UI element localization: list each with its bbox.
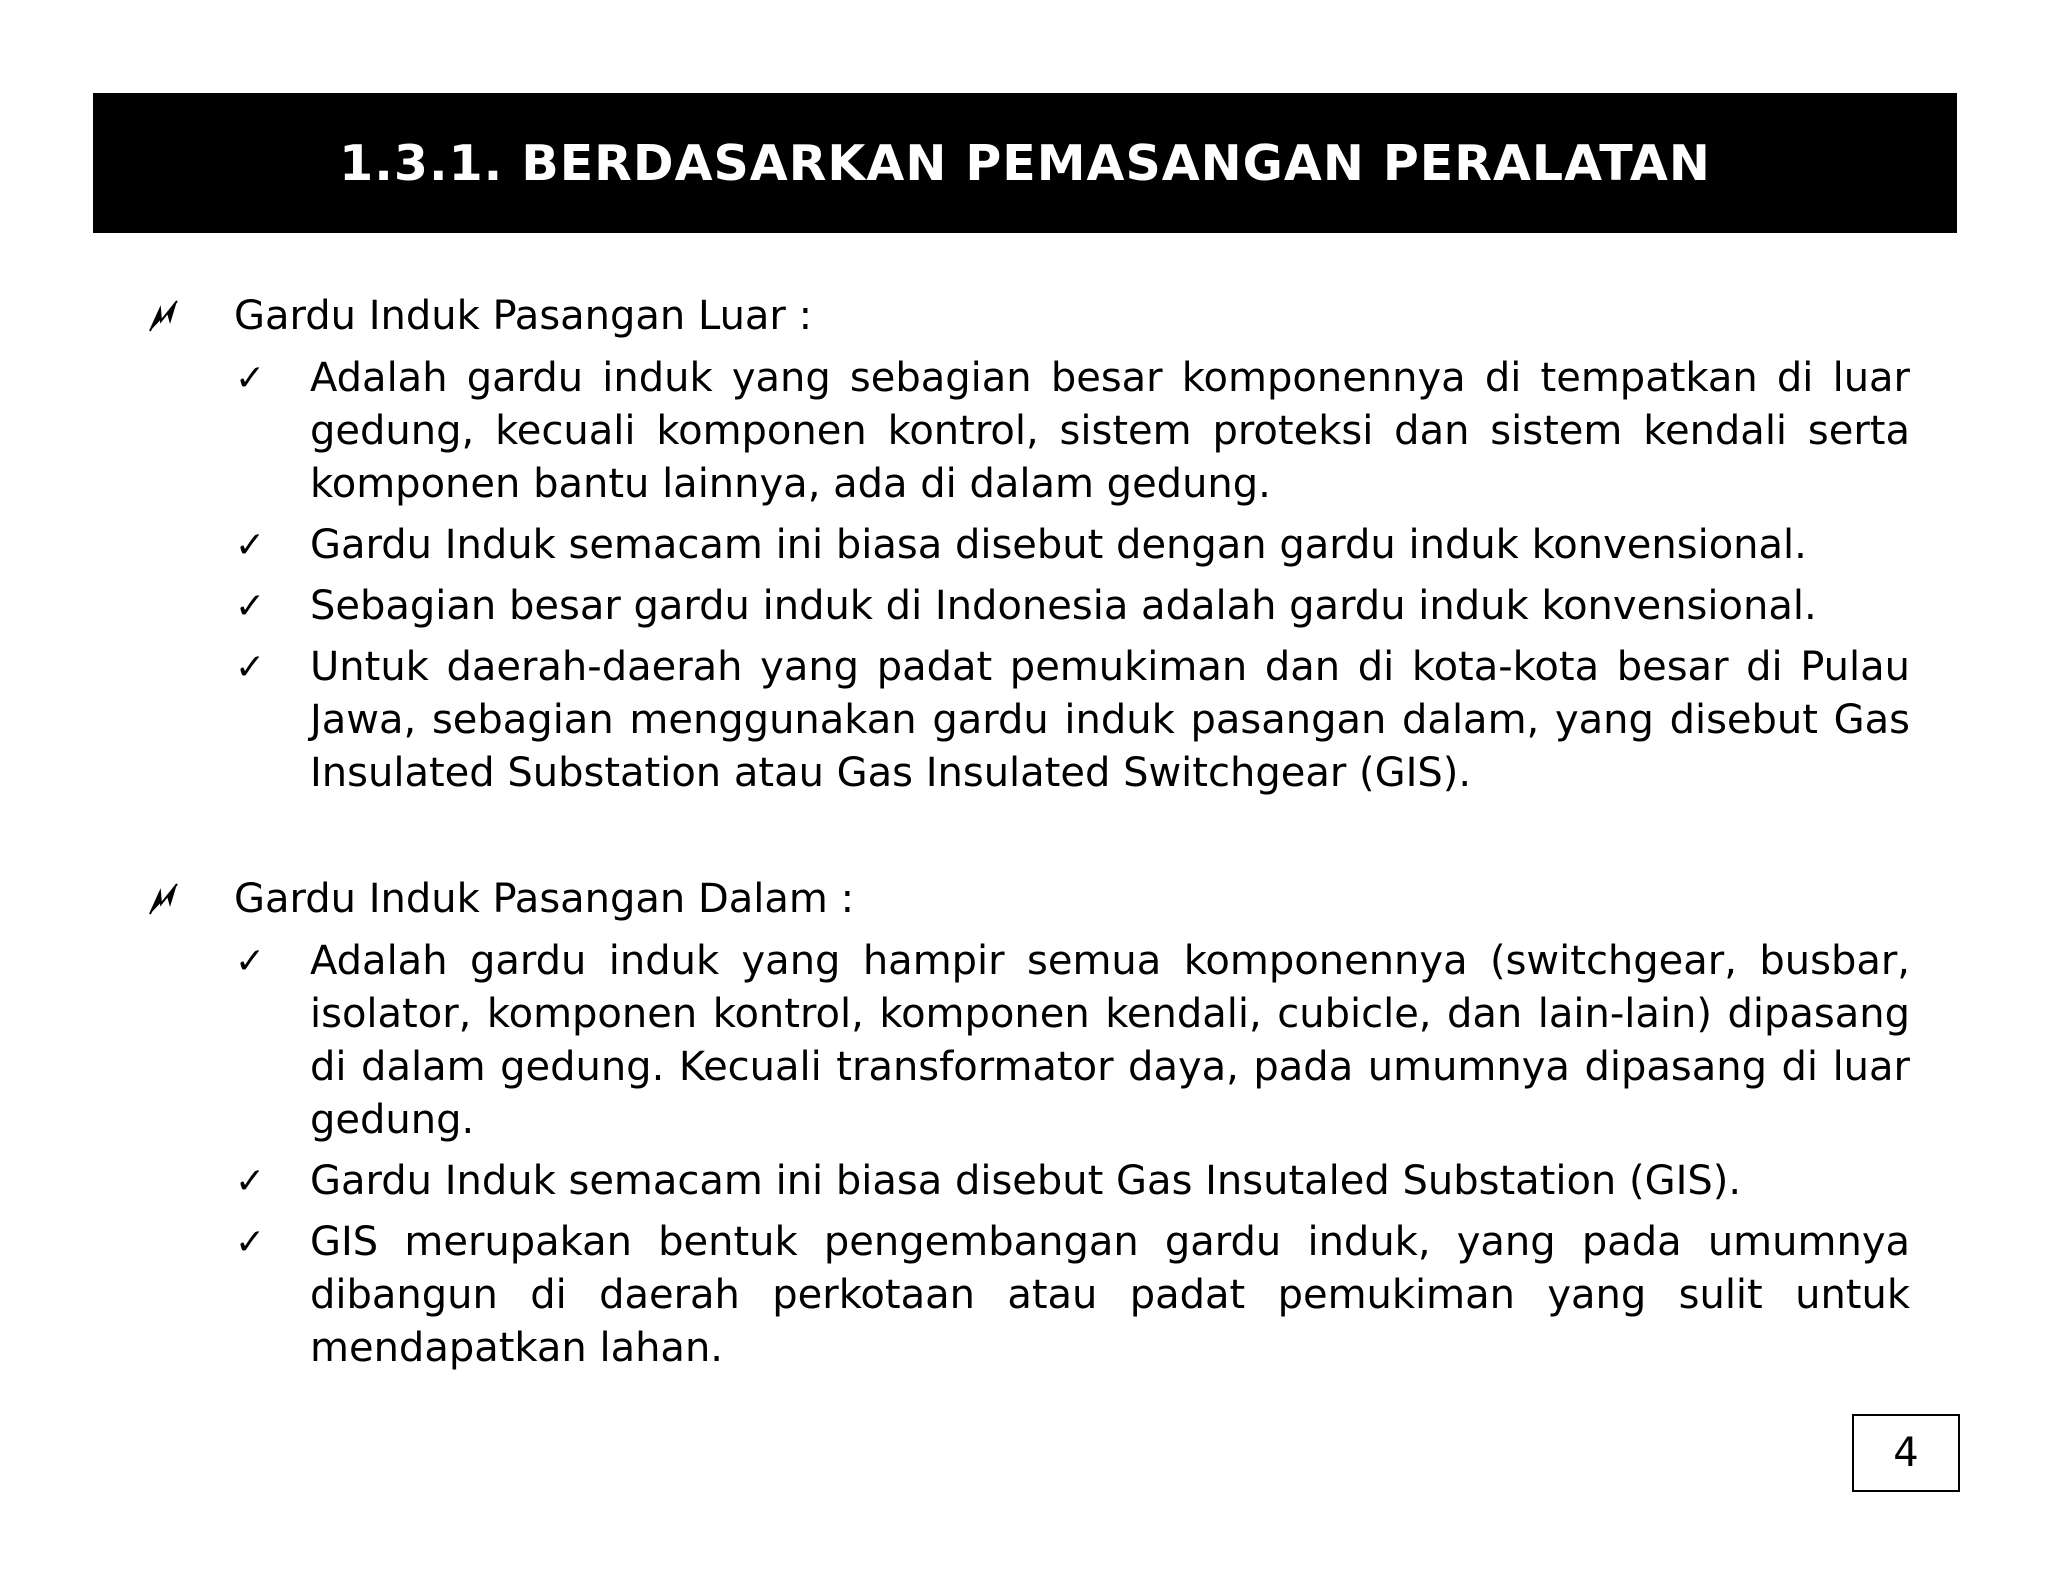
list-item [146, 935, 1910, 1147]
lightning-bullet-icon [146, 869, 234, 929]
title-bar [93, 93, 1957, 233]
check-icon: ✓ [235, 941, 266, 982]
check-icon: ✓ [235, 647, 266, 688]
section-heading: Gardu Induk Pasangan Luar : [234, 293, 813, 339]
check-icon: ✓ [235, 1222, 266, 1263]
page-number: 4 [1852, 1414, 1960, 1492]
section-heading: Gardu Induk Pasangan Dalam : [234, 876, 855, 922]
list-item [146, 1155, 1910, 1208]
item-list [146, 352, 1910, 800]
section-heading-row [146, 286, 1910, 352]
section-indoor [146, 869, 1910, 1383]
item-text: Untuk daerah-daerah yang padat pemukiman dan di kota-kota besar di Pulau Jawa, sebagian menggunakan gardu induk pasangan dalam, yang disebut Gas Insulated Substation atau Gas Insulated Switchgear (GIS). [310, 644, 1910, 796]
item-text: Gardu Induk semacam ini biasa disebut Gas Insutaled Substation (GIS). [310, 1158, 1742, 1204]
item-text: Adalah gardu induk yang sebagian besar komponennya di tempatkan di luar gedung, kecuali komponen kontrol, sistem proteksi dan sistem kendali serta komponen bantu lainnya, ada di dalam gedung. [310, 355, 1910, 507]
section-heading-row [146, 869, 1910, 935]
list-item [146, 580, 1910, 633]
list-item [146, 519, 1910, 572]
check-icon: ✓ [235, 1161, 266, 1202]
check-icon: ✓ [235, 358, 266, 399]
list-item [146, 1216, 1910, 1375]
page-title: 1.3.1. BERDASARKAN PEMASANGAN PERALATAN [339, 134, 1711, 192]
item-text: Adalah gardu induk yang hampir semua komponennya (switchgear, busbar, isolator, komponen kontrol, komponen kendali, cubicle, dan lain-lain) dipasang di dalam gedung. Kecuali transformator daya, pada umumnya dipasang di luar gedung. [310, 938, 1910, 1143]
item-text: Sebagian besar gardu induk di Indonesia adalah gardu induk konvensional. [310, 583, 1817, 629]
lightning-bullet-icon [146, 286, 234, 346]
item-text: Gardu Induk semacam ini biasa disebut dengan gardu induk konvensional. [310, 522, 1807, 568]
list-item [146, 352, 1910, 511]
item-list [146, 935, 1910, 1375]
list-item [146, 641, 1910, 800]
check-icon: ✓ [235, 525, 266, 566]
item-text: GIS merupakan bentuk pengembangan gardu induk, yang pada umumnya dibangun di daerah perkotaan atau padat pemukiman yang sulit untuk mendapatkan lahan. [310, 1219, 1910, 1371]
section-outdoor [146, 286, 1910, 808]
check-icon: ✓ [235, 586, 266, 627]
